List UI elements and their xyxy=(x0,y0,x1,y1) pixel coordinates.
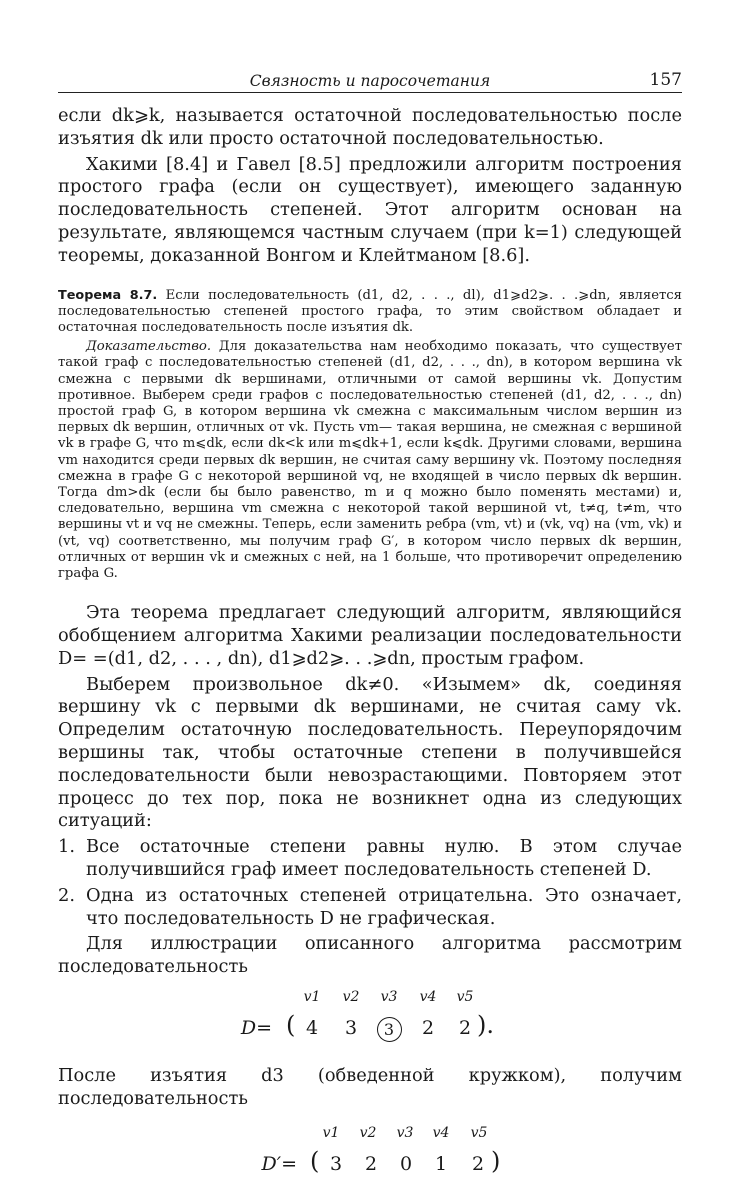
proof-text: Для доказательства нам необходимо показать, что существует такой граф с последовательностью степеней (d1, d2, . . ., dn), в котором вершина vk смежна с первыми dk вершинами, отличными от самой вершины vk. Допустим противное. Выберем среди графов с последовательностью степеней (d1, d2, . . ., dn) простой граф G, в котором вершина vk смежна с максимальным числом вершин из первых dk вершин, отличных от vk. Пусть vm— такая вершина, не смежная с вершиной vk в графе G, что m⩽dk, если dk<k или m⩽dk+1, если k⩽dk. Другими словами, вершина vm находится среди первых dk вершин, не считая саму вершину vk. Поэтому последняя смежна в графе G с некоторой вершиной vq, не входящей в число первых dk вершин. Тогда dm>dk (если бы было равенство, m и q можно было поменять местами) и, следовательно, вершина vm смежна с некоторой такой вершиной vt, t≠q, t≠m, что вершины vt и vq не смежны. Теперь, если заменить ребра (vm, vt) и (vk, vq) на (vm, vk) и (vt, vq) соответственно, мы получим граф G′, в котором число первых dk вершин, отличных от вершин vk и смежных с ней, на 1 больше, что противоречит определению графа G. xyxy=(58,339,682,582)
vertex-label: v1 xyxy=(303,988,321,1005)
degree-value: 0 xyxy=(399,1152,413,1175)
theorem-label: Теорема 8.7. xyxy=(58,287,158,303)
sequence-name: D= xyxy=(240,1016,272,1039)
degree-value: 2 xyxy=(458,1016,472,1039)
list-item-1 xyxy=(58,836,682,882)
vertex-label: v5 xyxy=(456,988,474,1005)
circled-value: 3 xyxy=(377,1017,402,1042)
proof-label: Доказательство. xyxy=(86,339,212,355)
degree-value: 2 xyxy=(471,1152,485,1175)
paragraph-illustration: Для иллюстрации описанного алгоритма рассмотрим последовательность xyxy=(58,933,682,978)
running-header xyxy=(58,70,682,93)
list-item-1-text: Все остаточные степени равны нулю. В этом случае получившийся граф имеет последовательность степеней D. xyxy=(86,836,682,880)
close-paren: ) xyxy=(491,1146,501,1175)
list-item-2-number: 2. xyxy=(58,884,75,906)
theorem-text: Если последовательность (d1, d2, . . ., dl), d1⩾d2⩾. . .⩾dn, является последовательностью степеней простого графа, то этим свойством обладает и остаточная последовательность после изъятия dk. xyxy=(58,287,683,335)
page xyxy=(58,70,682,1185)
paragraph-residual-definition: если dk⩾k, называется остаточной последовательностью после изъятия dk или просто остаточной последовательностью. xyxy=(58,105,682,149)
open-paren: ( xyxy=(310,1146,320,1175)
vertex-label: v2 xyxy=(359,1124,377,1141)
open-paren: ( xyxy=(286,1010,296,1039)
proof xyxy=(58,339,682,582)
close-paren: ). xyxy=(477,1010,494,1039)
degree-sequence-d-prime xyxy=(58,1125,682,1185)
running-title: Связность и паросочетания xyxy=(249,72,491,90)
degree-value: 2 xyxy=(421,1016,435,1039)
vertex-label: v5 xyxy=(470,1124,488,1141)
page-number: 157 xyxy=(649,70,682,90)
degree-value-circled xyxy=(372,1017,406,1042)
list-item-2-text: Одна из остаточных степеней отрицательна. Это означает, что последовательность D не графическая. xyxy=(86,884,682,929)
vertex-label: v2 xyxy=(342,988,360,1005)
degree-value: 3 xyxy=(329,1152,343,1175)
vertex-label: v4 xyxy=(432,1124,450,1141)
list-item-1-number: 1. xyxy=(58,836,75,858)
vertex-label: v4 xyxy=(419,988,437,1005)
vertex-label: v3 xyxy=(396,1124,414,1141)
degree-value: 1 xyxy=(434,1152,448,1175)
vertex-label: v1 xyxy=(322,1124,340,1141)
degree-value: 4 xyxy=(305,1016,319,1039)
degree-value: 2 xyxy=(364,1152,378,1175)
sequence-name: D′= xyxy=(261,1152,297,1175)
paragraph-after-removal: После изъятия d3 (обведенной кружком), получим последовательность xyxy=(58,1064,682,1109)
vertex-label: v3 xyxy=(380,988,398,1005)
degree-value: 3 xyxy=(344,1016,358,1039)
paragraph-algorithm-intro: Эта теорема предлагает следующий алгоритм, являющийся обобщением алгоритма Хакими реализации последовательности D= =(d1, d2, . . . , dn), d1⩾d2⩾. . .⩾dn, простым графом. xyxy=(58,602,682,669)
paragraph-algorithm-steps: Выберем произвольное dk≠0. «Изымем» dk, соединяя вершину vk с первыми dk вершинами, не считая саму vk. Определим остаточную последовательность. Переупорядочим вершины так, чтобы остаточные степени в получившейся последовательности были невозрастающими. Повторяем этот процесс до тех пор, пока не возникнет одна из следующих ситуаций: xyxy=(58,673,682,832)
paragraph-hakimi-havel: Хакими [8.4] и Гавел [8.5] предложили алгоритм построения простого графа (если он существует), имеющего заданную последовательность степеней. Этот алгоритм основан на результате, являющемся частным случаем (при k=1) следующей теоремы, доказанной Вонгом и Клейтманом [8.6]. xyxy=(58,153,682,266)
list-item-2 xyxy=(58,885,682,931)
theorem-block xyxy=(58,288,682,583)
degree-sequence-d xyxy=(58,989,682,1057)
theorem-statement xyxy=(58,288,682,337)
